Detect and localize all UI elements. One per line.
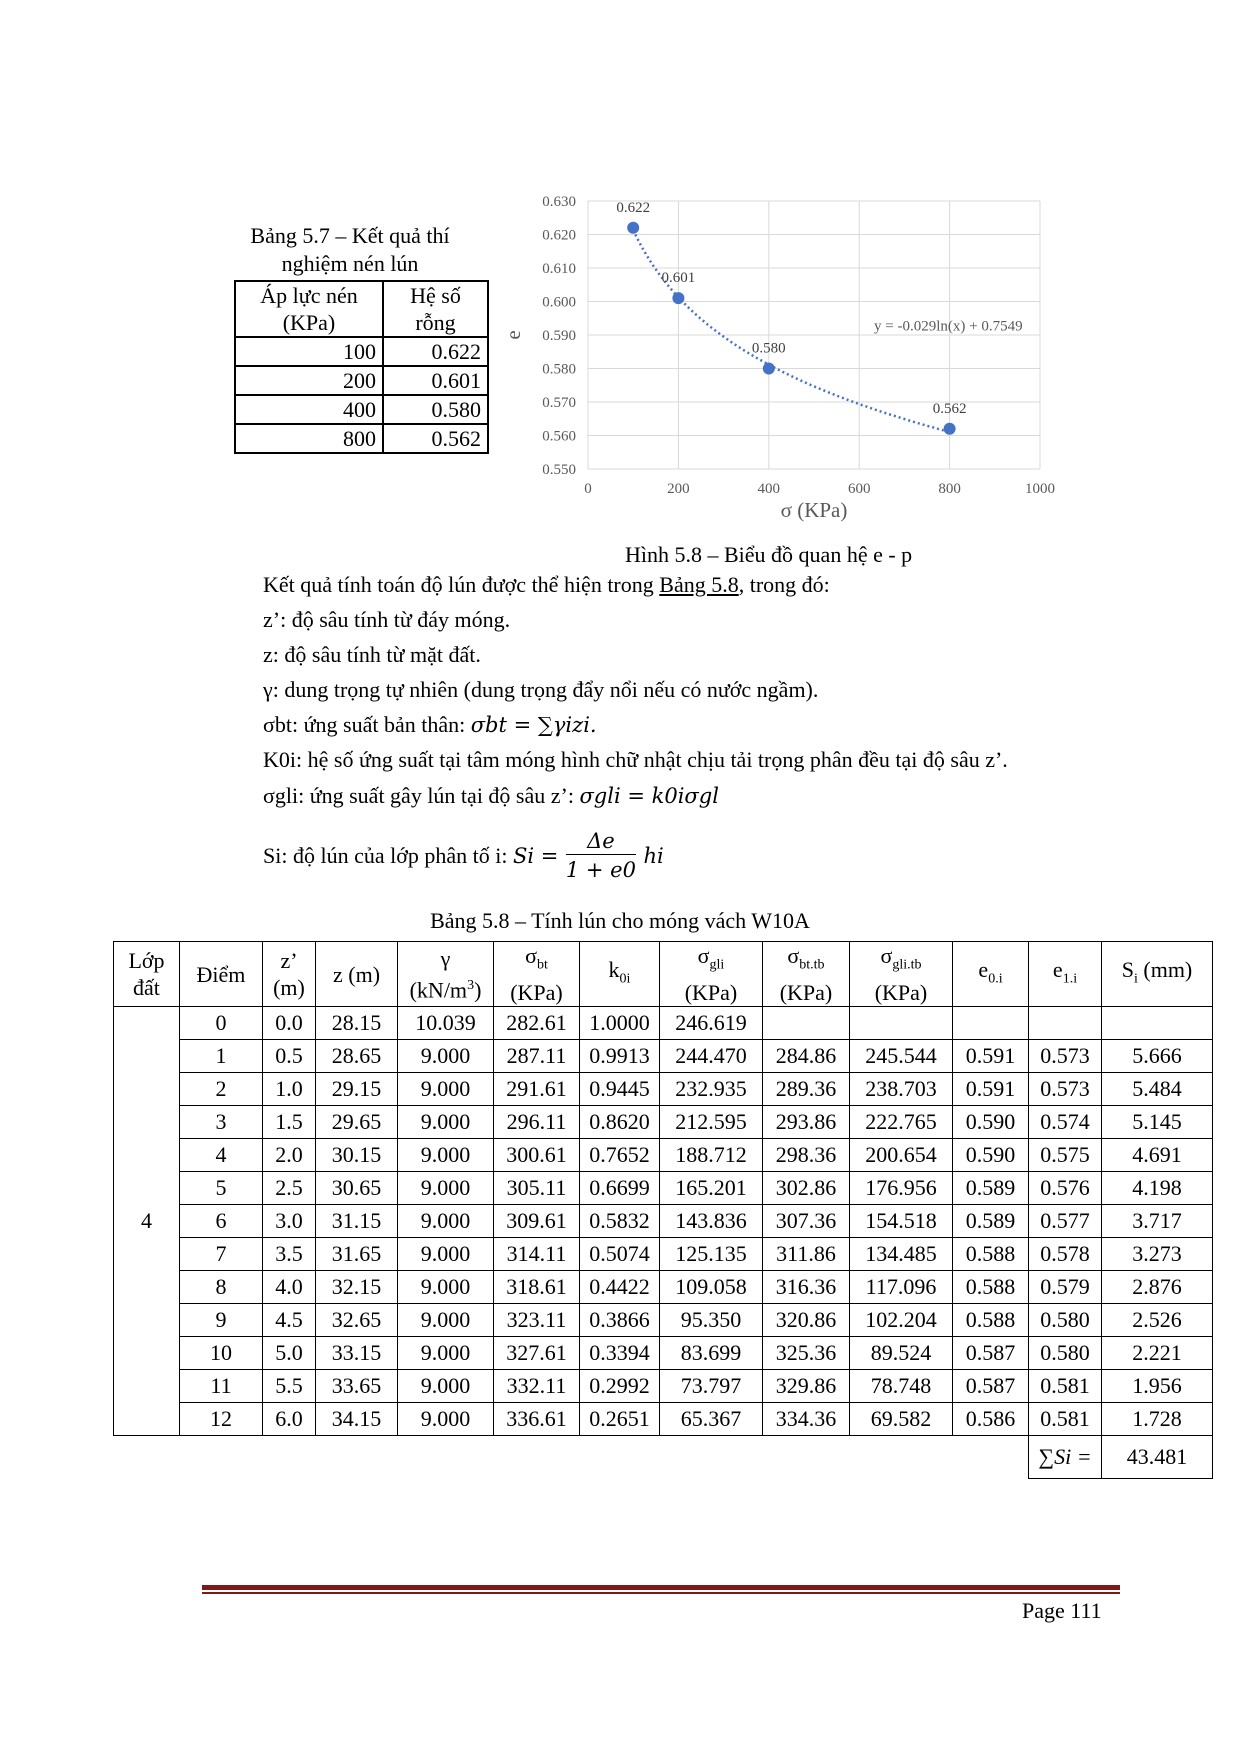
table57-cell: 800 bbox=[235, 424, 383, 453]
table58-cell: 29.65 bbox=[316, 1106, 398, 1139]
chart-data-point bbox=[763, 363, 775, 375]
table58-cell: 323.11 bbox=[494, 1304, 580, 1337]
table58-cell: 282.61 bbox=[494, 1007, 580, 1040]
formula-sigma-bt: σbt = ∑γizi. bbox=[470, 713, 597, 737]
table58-cell: 0.589 bbox=[953, 1172, 1029, 1205]
table58-cell: 3.717 bbox=[1102, 1205, 1213, 1238]
table58-cell: 1.5 bbox=[263, 1106, 316, 1139]
table58-cell: 109.058 bbox=[660, 1271, 763, 1304]
table58-cell: 9.000 bbox=[398, 1073, 494, 1106]
table58-cell: 83.699 bbox=[660, 1337, 763, 1370]
table58-cell: 0.587 bbox=[953, 1370, 1029, 1403]
chart-ytick-label: 0.600 bbox=[542, 294, 576, 311]
table58-cell: 238.703 bbox=[850, 1073, 953, 1106]
table58-cell: 5.0 bbox=[263, 1337, 316, 1370]
table58-cell: 1 bbox=[180, 1040, 263, 1073]
table58-cell: 6 bbox=[180, 1205, 263, 1238]
table58-cell: 28.15 bbox=[316, 1007, 398, 1040]
table58-cell: 4.198 bbox=[1102, 1172, 1213, 1205]
table58-cell: 8 bbox=[180, 1271, 263, 1304]
intro-paragraph bbox=[263, 571, 830, 599]
table58-cell: 0.574 bbox=[1029, 1106, 1102, 1139]
table-ref-link[interactable]: Bảng 5.8 bbox=[659, 572, 739, 597]
table58-row bbox=[114, 1139, 1213, 1172]
table58-header: z (m) bbox=[316, 942, 398, 1007]
table58-cell: 1.728 bbox=[1102, 1403, 1213, 1436]
table58-row bbox=[114, 1040, 1213, 1073]
table58-row bbox=[114, 1238, 1213, 1271]
table58-cell: 0.4422 bbox=[580, 1271, 660, 1304]
table58-cell: 0.575 bbox=[1029, 1139, 1102, 1172]
table58-cell: 78.748 bbox=[850, 1370, 953, 1403]
def-sigma-bt-text: σbt: ứng suất bản thân: bbox=[263, 712, 471, 737]
table58-cell: 9 bbox=[180, 1304, 263, 1337]
table57-header: Hệ số rỗng bbox=[383, 281, 488, 337]
table58-cell: 4.691 bbox=[1102, 1139, 1213, 1172]
table58-cell: 165.201 bbox=[660, 1172, 763, 1205]
table58-cell: 0.8620 bbox=[580, 1106, 660, 1139]
chart-ytick-label: 0.590 bbox=[542, 328, 576, 344]
table58-cell: 0.577 bbox=[1029, 1205, 1102, 1238]
chart-xtick-label: 400 bbox=[757, 481, 781, 497]
table58-cell: 11 bbox=[180, 1370, 263, 1403]
page-number: Page 111 bbox=[1022, 1598, 1102, 1623]
chart-ytick-label: 0.550 bbox=[542, 462, 576, 478]
table58-cell: 12 bbox=[180, 1403, 263, 1436]
chart-xlabel: σ (KPa) bbox=[780, 498, 848, 522]
table57-cell: 100 bbox=[235, 337, 383, 366]
table58-cell: 9.000 bbox=[398, 1139, 494, 1172]
table58-cell bbox=[850, 1007, 953, 1040]
chart-xtick-label: 200 bbox=[667, 481, 690, 497]
table58-cell bbox=[953, 1007, 1029, 1040]
table57-row bbox=[235, 395, 488, 424]
def-sigma-bt bbox=[263, 711, 597, 739]
formula-si-fraction bbox=[566, 828, 636, 885]
table58-cell: 34.15 bbox=[316, 1403, 398, 1436]
table58-caption: Bảng 5.8 – Tính lún cho móng vách W10A bbox=[430, 908, 810, 933]
table58-cell: 2.5 bbox=[263, 1172, 316, 1205]
table58-cell: 73.797 bbox=[660, 1370, 763, 1403]
table58-cell: 212.595 bbox=[660, 1106, 763, 1139]
def-z: z: độ sâu tính từ mặt đất. bbox=[263, 642, 481, 667]
chart-data-point bbox=[627, 222, 639, 234]
table58-cell: 30.65 bbox=[316, 1172, 398, 1205]
table58-header: $e_{1.i}$ bbox=[1029, 942, 1102, 1007]
table58-cell: 9.000 bbox=[398, 1403, 494, 1436]
chart-trendline-label: y = -0.029ln(x) + 0.7549 bbox=[874, 318, 1023, 335]
formula-si-numerator: Δe bbox=[566, 828, 636, 855]
table58-cell: 289.36 bbox=[763, 1073, 850, 1106]
chart-xtick-label: 1000 bbox=[1025, 481, 1055, 497]
table58-cell: 33.15 bbox=[316, 1337, 398, 1370]
table58-cell: 336.61 bbox=[494, 1403, 580, 1436]
table58-row bbox=[114, 1370, 1213, 1403]
table58-cell: 232.935 bbox=[660, 1073, 763, 1106]
chart-xtick-label: 800 bbox=[938, 481, 961, 497]
intro-tail: , trong đó: bbox=[738, 572, 830, 597]
table58-cell: 0.580 bbox=[1029, 1304, 1102, 1337]
def-zprime: z’: độ sâu tính từ đáy móng. bbox=[263, 607, 511, 632]
table58-cell: 300.61 bbox=[494, 1139, 580, 1172]
table58-cell: 2.0 bbox=[263, 1139, 316, 1172]
table58-cell: 0.7652 bbox=[580, 1139, 660, 1172]
table58-cell: 0.576 bbox=[1029, 1172, 1102, 1205]
table58-row bbox=[114, 1337, 1213, 1370]
formula-si-rhs: hi bbox=[643, 844, 664, 868]
table58-cell: 0.591 bbox=[953, 1040, 1029, 1073]
chart-data-point bbox=[672, 292, 684, 304]
intro-lead: Kết quả tính toán độ lún được thể hiện trong bbox=[263, 572, 660, 597]
table58-layer-cell: 4 bbox=[114, 1007, 180, 1436]
table58-cell bbox=[1102, 1007, 1213, 1040]
table58-cell: 10 bbox=[180, 1337, 263, 1370]
table58-cell: 0.581 bbox=[1029, 1403, 1102, 1436]
table58-cell: 244.470 bbox=[660, 1040, 763, 1073]
table58-row bbox=[114, 1304, 1213, 1337]
table58-cell: 293.86 bbox=[763, 1106, 850, 1139]
table58-cell: 0.588 bbox=[953, 1271, 1029, 1304]
table58-row bbox=[114, 1106, 1213, 1139]
table58-cell: 7 bbox=[180, 1238, 263, 1271]
table58-cell: 0.0 bbox=[263, 1007, 316, 1040]
table57 bbox=[234, 280, 489, 454]
table58-header: $S_i$ (mm) bbox=[1102, 942, 1213, 1007]
table58-cell: 4.0 bbox=[263, 1271, 316, 1304]
table58-cell: 9.000 bbox=[398, 1337, 494, 1370]
table58-row bbox=[114, 1205, 1213, 1238]
chart-data-label: 0.580 bbox=[751, 340, 786, 357]
table58-cell: 9.000 bbox=[398, 1205, 494, 1238]
figure-caption: Hình 5.8 – Biểu đồ quan hệ e - p bbox=[625, 542, 913, 567]
def-k0: K0i: hệ số ứng suất tại tâm móng hình chữ nhật chịu tải trọng phân đều tại độ sâu z’. bbox=[263, 747, 1008, 772]
table58-cell: 0.9445 bbox=[580, 1073, 660, 1106]
chart-data-point bbox=[944, 423, 956, 435]
chart-data-label: 0.562 bbox=[932, 400, 967, 417]
table58-cell: 287.11 bbox=[494, 1040, 580, 1073]
table58-cell: 302.86 bbox=[763, 1172, 850, 1205]
table58-cell: 0.573 bbox=[1029, 1040, 1102, 1073]
table58-cell: 0.581 bbox=[1029, 1370, 1102, 1403]
table58-cell: 329.86 bbox=[763, 1370, 850, 1403]
footer-rule bbox=[202, 1585, 1120, 1590]
chart-xtick-label: 600 bbox=[847, 481, 871, 497]
chart-ytick-label: 0.570 bbox=[542, 395, 576, 411]
chart-ylabel: e bbox=[501, 330, 525, 340]
table58-cell: 0.590 bbox=[953, 1139, 1029, 1172]
table58-header: $\sigma_{gli.tb}$ (KPa) bbox=[850, 942, 953, 1007]
table58-cell: 246.619 bbox=[660, 1007, 763, 1040]
table58-cell: 33.65 bbox=[316, 1370, 398, 1403]
table58-cell: 0.6699 bbox=[580, 1172, 660, 1205]
table58-row bbox=[114, 1007, 1213, 1040]
table58-cell: 314.11 bbox=[494, 1238, 580, 1271]
table58-cell: 0 bbox=[180, 1007, 263, 1040]
table58-cell: 95.350 bbox=[660, 1304, 763, 1337]
e-p-chart bbox=[500, 188, 1080, 528]
table58-cell: 2 bbox=[180, 1073, 263, 1106]
def-si bbox=[263, 828, 664, 898]
table58-cell: 316.36 bbox=[763, 1271, 850, 1304]
table58-cell: 5.5 bbox=[263, 1370, 316, 1403]
table58-cell: 291.61 bbox=[494, 1073, 580, 1106]
table58-cell: 134.485 bbox=[850, 1238, 953, 1271]
table58-cell: 9.000 bbox=[398, 1040, 494, 1073]
table58-header: $e_{0.i}$ bbox=[953, 942, 1029, 1007]
table57-row bbox=[235, 337, 488, 366]
table57-cell: 200 bbox=[235, 366, 383, 395]
table58-cell: 222.765 bbox=[850, 1106, 953, 1139]
table58-cell: 9.000 bbox=[398, 1271, 494, 1304]
table58-cell: 1.0 bbox=[263, 1073, 316, 1106]
table58-cell: 298.36 bbox=[763, 1139, 850, 1172]
footer-rule-thin bbox=[202, 1592, 1120, 1594]
table58-cell: 143.836 bbox=[660, 1205, 763, 1238]
table58-cell: 29.15 bbox=[316, 1073, 398, 1106]
table58-row bbox=[114, 1073, 1213, 1106]
table58-cell: 1.956 bbox=[1102, 1370, 1213, 1403]
table58-row bbox=[114, 1172, 1213, 1205]
table58-cell: 30.15 bbox=[316, 1139, 398, 1172]
formula-si-denominator: 1 + e0 bbox=[565, 858, 636, 882]
table58-cell bbox=[763, 1007, 850, 1040]
table58-cell: 0.5 bbox=[263, 1040, 316, 1073]
table58-cell: 4 bbox=[180, 1139, 263, 1172]
table58-cell: 4.5 bbox=[263, 1304, 316, 1337]
table58-header: z’ (m) bbox=[263, 942, 316, 1007]
table58-cell: 0.586 bbox=[953, 1403, 1029, 1436]
table58-cell: 327.61 bbox=[494, 1337, 580, 1370]
def-sigma-gl bbox=[263, 782, 719, 810]
table58-cell: 5.145 bbox=[1102, 1106, 1213, 1139]
table58-cell: 3.5 bbox=[263, 1238, 316, 1271]
chart-ytick-label: 0.580 bbox=[542, 361, 576, 378]
table58-cell: 284.86 bbox=[763, 1040, 850, 1073]
table58-cell: 2.876 bbox=[1102, 1271, 1213, 1304]
table58-cell: 102.204 bbox=[850, 1304, 953, 1337]
table58-header: $\sigma_{bt}$ (KPa) bbox=[494, 942, 580, 1007]
table58-header: γ $(kN/m^3)$ bbox=[398, 942, 494, 1007]
table58-cell: 334.36 bbox=[763, 1403, 850, 1436]
table58-cell: 3.273 bbox=[1102, 1238, 1213, 1271]
table58-cell: 0.2651 bbox=[580, 1403, 660, 1436]
def-gamma: γ: dung trọng tự nhiên (dung trọng đẩy nổi nếu có nước ngầm). bbox=[263, 677, 819, 702]
table58-cell: 0.9913 bbox=[580, 1040, 660, 1073]
table58-cell: 5.666 bbox=[1102, 1040, 1213, 1073]
def-si-text: Si: độ lún của lớp phân tố i: bbox=[263, 843, 513, 868]
table58-cell: 318.61 bbox=[494, 1271, 580, 1304]
table58-sum-row bbox=[114, 1436, 1213, 1479]
table58-cell: 332.11 bbox=[494, 1370, 580, 1403]
chart-xtick-label: 0 bbox=[584, 481, 592, 497]
table58-cell: 31.15 bbox=[316, 1205, 398, 1238]
table58-cell: 245.544 bbox=[850, 1040, 953, 1073]
table58-cell: 154.518 bbox=[850, 1205, 953, 1238]
def-sigma-gl-text: σgli: ứng suất gây lún tại độ sâu z’: bbox=[263, 783, 580, 808]
table58-cell: 0.579 bbox=[1029, 1271, 1102, 1304]
table57-cell: 0.580 bbox=[383, 395, 488, 424]
table58-cell: 0.2992 bbox=[580, 1370, 660, 1403]
table57-row bbox=[235, 366, 488, 395]
table58-cell: 0.3866 bbox=[580, 1304, 660, 1337]
chart-ytick-label: 0.610 bbox=[542, 261, 576, 277]
chart-data-label: 0.622 bbox=[616, 199, 651, 216]
table57-row bbox=[235, 424, 488, 453]
table58-cell: 5 bbox=[180, 1172, 263, 1205]
chart-ytick-label: 0.560 bbox=[542, 428, 576, 445]
table58-cell: 3.0 bbox=[263, 1205, 316, 1238]
table58-header: Điểm bbox=[180, 942, 263, 1007]
table57-caption: Bảng 5.7 – Kết quả thí nghiệm nén lún bbox=[250, 223, 450, 276]
table58-cell: 0.5832 bbox=[580, 1205, 660, 1238]
table58-cell: 9.000 bbox=[398, 1106, 494, 1139]
table58-cell: 0.578 bbox=[1029, 1238, 1102, 1271]
table58-cell: 311.86 bbox=[763, 1238, 850, 1271]
table58-cell: 296.11 bbox=[494, 1106, 580, 1139]
table58-cell: 69.582 bbox=[850, 1403, 953, 1436]
table57-cell: 0.622 bbox=[383, 337, 488, 366]
table58-sum-value: 43.481 bbox=[1102, 1436, 1213, 1479]
table58-cell: 0.588 bbox=[953, 1304, 1029, 1337]
chart-ytick-label: 0.630 bbox=[542, 194, 576, 210]
table58-cell: 9.000 bbox=[398, 1172, 494, 1205]
table58-cell: 0.5074 bbox=[580, 1238, 660, 1271]
table58-sum-label: ∑Si = bbox=[1029, 1436, 1102, 1479]
table58-cell: 325.36 bbox=[763, 1337, 850, 1370]
table58-cell: 9.000 bbox=[398, 1238, 494, 1271]
table58-cell: 0.587 bbox=[953, 1337, 1029, 1370]
table58-row bbox=[114, 1271, 1213, 1304]
table58-cell: 6.0 bbox=[263, 1403, 316, 1436]
table58-cell: 65.367 bbox=[660, 1403, 763, 1436]
table58-cell: 307.36 bbox=[763, 1205, 850, 1238]
table58-cell: 89.524 bbox=[850, 1337, 953, 1370]
table58-cell: 28.65 bbox=[316, 1040, 398, 1073]
table58-cell: 31.65 bbox=[316, 1238, 398, 1271]
table57-cell: 0.562 bbox=[383, 424, 488, 453]
table58-cell: 32.15 bbox=[316, 1271, 398, 1304]
table57-header: Áp lực nén (KPa) bbox=[235, 281, 383, 337]
table58-cell: 3 bbox=[180, 1106, 263, 1139]
table58-cell: 10.039 bbox=[398, 1007, 494, 1040]
table58-header: $k_{0i}$ bbox=[580, 942, 660, 1007]
table58-cell: 0.3394 bbox=[580, 1337, 660, 1370]
table58-row bbox=[114, 1403, 1213, 1436]
table58-cell: 9.000 bbox=[398, 1304, 494, 1337]
table58-cell: 1.0000 bbox=[580, 1007, 660, 1040]
table57-cell: 0.601 bbox=[383, 366, 488, 395]
table58-cell: 9.000 bbox=[398, 1370, 494, 1403]
chart-data-label: 0.601 bbox=[661, 270, 696, 287]
table58-cell: 0.590 bbox=[953, 1106, 1029, 1139]
chart-ytick-label: 0.620 bbox=[542, 227, 576, 244]
table58-cell: 320.86 bbox=[763, 1304, 850, 1337]
table58-cell: 125.135 bbox=[660, 1238, 763, 1271]
table58-header: $\sigma_{bt.tb}$ (KPa) bbox=[763, 942, 850, 1007]
table58-cell: 0.589 bbox=[953, 1205, 1029, 1238]
table58-blank bbox=[114, 1436, 1029, 1479]
table58-cell: 0.588 bbox=[953, 1238, 1029, 1271]
table58-cell: 0.580 bbox=[1029, 1337, 1102, 1370]
table58-cell: 188.712 bbox=[660, 1139, 763, 1172]
formula-si-lhs: Si = bbox=[512, 844, 559, 868]
table58-cell: 117.096 bbox=[850, 1271, 953, 1304]
table58-cell: 309.61 bbox=[494, 1205, 580, 1238]
table58-cell: 0.591 bbox=[953, 1073, 1029, 1106]
table58-cell bbox=[1029, 1007, 1102, 1040]
table58-cell: 2.526 bbox=[1102, 1304, 1213, 1337]
table58-header: Lớp đất bbox=[114, 942, 180, 1007]
table58-header: $\sigma_{gli}$ (KPa) bbox=[660, 942, 763, 1007]
table58-cell: 2.221 bbox=[1102, 1337, 1213, 1370]
table58-cell: 32.65 bbox=[316, 1304, 398, 1337]
table57-cell: 400 bbox=[235, 395, 383, 424]
table58-cell: 305.11 bbox=[494, 1172, 580, 1205]
formula-sigma-gl: σgli = k0iσgl bbox=[579, 784, 719, 808]
table58-cell: 200.654 bbox=[850, 1139, 953, 1172]
table58-cell: 176.956 bbox=[850, 1172, 953, 1205]
table58-cell: 0.573 bbox=[1029, 1073, 1102, 1106]
table58 bbox=[113, 941, 1213, 1479]
table58-cell: 5.484 bbox=[1102, 1073, 1213, 1106]
